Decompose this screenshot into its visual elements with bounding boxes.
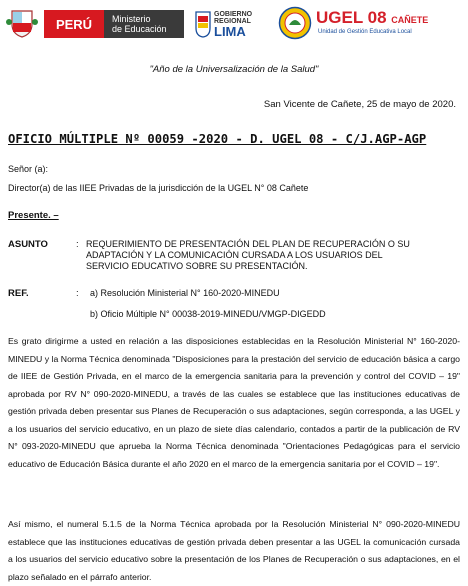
- ref-item-a: a) Resolución Ministerial N° 160-2020-MINEDU: [90, 288, 280, 298]
- ministerio-line2: de Educación: [112, 24, 167, 34]
- asunto-text: REQUERIMIENTO DE PRESENTACIÓN DEL PLAN DE RECUPERACIÓN O SU ADAPTACIÓN Y LA COMUNICACIÓN CURSADA A LOS USUARIOS DEL SERVICIO EDUCATIVO SOBRE SU PRESENTACIÓN.: [86, 239, 410, 271]
- ugel-subtitle: Unidad de Gestión Educativa Local: [318, 29, 412, 35]
- ugel-title: [316, 8, 428, 28]
- ugel-title-suffix: CAÑETE: [391, 15, 429, 25]
- body-paragraph-1: Es grato dirigirme a usted en relación a las disposiciones establecidas en la Resolución Ministerial N° 160-2020-MINEDU y la Norma Técnica denominada "Disposiciones para la prestación del servicio de educación básica a cargo de IIEE de Gestión Privada, en el marco de la emergencia sanitaria para la prevención y control del COVID – 19" aprobada por RV N° 090-2020-MINEDU, a través de las cuales se establece que las instituciones educativas de gestión privada deben presentar sus Planes de Recuperación o sus adaptaciones, según corresponda, a las UGEL y a los usuarios del servicio educativo, en un plazo de siete días calendario, contados a partir de la publicación de RV N° 093-2020-MINEDU que aprueba la Norma Técnica denominada "Orientaciones Pedagógicas para el servicio educativo de Educación Básica durante el año 2020 en el marco de la emergencia sanitaria por el COVID – 19".: [8, 336, 460, 469]
- ministerio-line1: Ministerio: [112, 14, 151, 24]
- letterhead: [6, 6, 462, 42]
- salutation: Señor (a):: [8, 164, 49, 174]
- coat-of-arms-icon: [6, 8, 38, 38]
- date-line: San Vicente de Cañete, 25 de mayo de 2020.: [263, 99, 456, 110]
- gobierno-text: [214, 11, 252, 25]
- ref-item-b: b) Oficio Múltiple N° 00038-2019-MINEDU/VMGP-DIGEDD: [90, 309, 326, 319]
- ugel-seal-icon: [278, 6, 312, 40]
- asunto-colon: :: [76, 239, 79, 250]
- oficio-title: OFICIO MÚLTIPLE Nº 00059 -2020 - D. UGEL 08 - C/J.AGP-AGP: [8, 132, 427, 146]
- lima-label: LIMA: [214, 24, 246, 39]
- gobierno-regional-logo: [194, 9, 264, 39]
- ministerio-badge: [104, 10, 184, 38]
- peru-badge: PERÚ: [44, 10, 104, 38]
- gobierno-line1: GOBIERNO: [214, 11, 253, 18]
- ugel-title-main: UGEL 08: [316, 8, 387, 27]
- addressee: Director(a) de las IIEE Privadas de la jurisdicción de la UGEL N° 08 Cañete: [8, 183, 309, 193]
- ref-colon: :: [76, 288, 79, 299]
- gobierno-regional-icon: [194, 10, 212, 38]
- body-paragraph-2: Así mismo, el numeral 5.1.5 de la Norma Técnica aprobada por la Resolución Ministerial N° 090-2020-MINEDU establece que las instituciones educativas de gestión privada deben presentar a las UGEL la comunicación cursada a los usuarios del servicio educativo sobre la presentación de los Planes de Recuperación o sus adaptaciones, en el plazo señalado en el párrafo anterior.: [8, 519, 460, 582]
- ref-label: REF.: [8, 288, 29, 299]
- presente-label: Presente. –: [8, 210, 59, 221]
- gobierno-line2: REGIONAL: [214, 18, 251, 25]
- asunto-label: ASUNTO: [8, 239, 48, 250]
- year-motto: "Año de la Universalización de la Salud": [149, 64, 319, 75]
